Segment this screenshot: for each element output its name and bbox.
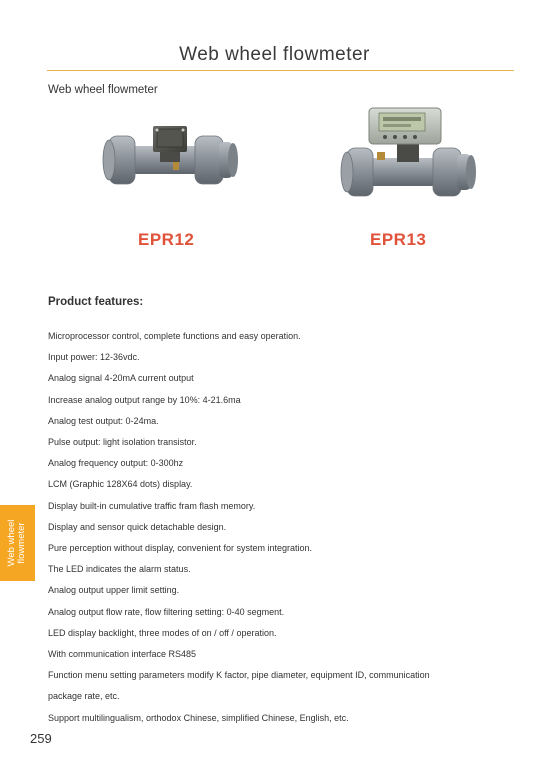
feature-item: LED display backlight, three modes of on / off / operation.: [48, 627, 277, 638]
feature-item: The LED indicates the alarm status.: [48, 564, 191, 575]
features-heading: Product features:: [48, 296, 144, 308]
feature-item: Analog output upper limit setting.: [48, 585, 180, 596]
feature-item: Analog frequency output: 0-300hz: [48, 458, 184, 469]
feature-item: Display and sensor quick detachable design.: [48, 521, 227, 532]
flowmeter-junction-box-icon: [95, 118, 245, 198]
page-number: 259: [30, 731, 52, 746]
feature-item: Input power: 12-36vdc.: [48, 352, 140, 363]
model-label-epr12: EPR12: [138, 230, 195, 249]
title-divider: [47, 70, 514, 71]
side-section-tab: [0, 505, 35, 581]
feature-item: Analog signal 4-20mA current output: [48, 373, 194, 384]
model-label-epr13: EPR13: [370, 230, 427, 249]
features-list: [48, 326, 518, 729]
feature-item: Microprocessor control, complete functions and easy operation.: [48, 331, 301, 341]
feature-item: Function menu setting parameters modify K factor, pipe diameter, equipment ID, communication: [48, 670, 430, 681]
side-tab-label: [7, 520, 27, 567]
feature-item: Support multilingualism, orthodox Chinese, simplified Chinese, English, etc.: [48, 712, 349, 723]
flowmeter-lcd-display-icon: [333, 100, 483, 210]
product-image-epr13: [333, 100, 483, 210]
feature-item: package rate, etc.: [48, 691, 120, 702]
feature-item: Pure perception without display, convenient for system integration.: [48, 543, 312, 554]
feature-item: Increase analog output range by 10%: 4-21.6ma: [48, 394, 241, 405]
feature-item: Pulse output: light isolation transistor.: [48, 437, 197, 448]
side-tab-line-2: flowmeter: [16, 522, 27, 564]
feature-item: With communication interface RS485: [48, 649, 197, 660]
feature-item: Analog test output: 0-24ma.: [48, 415, 159, 426]
feature-item: Display built-in cumulative traffic fram flash memory.: [48, 500, 256, 511]
page-title: Web wheel flowmeter: [179, 44, 370, 65]
product-image-epr12: [95, 118, 245, 198]
side-tab-line-1: Web wheel: [6, 519, 17, 567]
section-subtitle: Web wheel flowmeter: [48, 84, 158, 96]
feature-item: Analog output flow rate, flow filtering setting: 0-40 segment.: [48, 606, 285, 617]
feature-item: LCM (Graphic 128X64 dots) display.: [48, 479, 193, 490]
